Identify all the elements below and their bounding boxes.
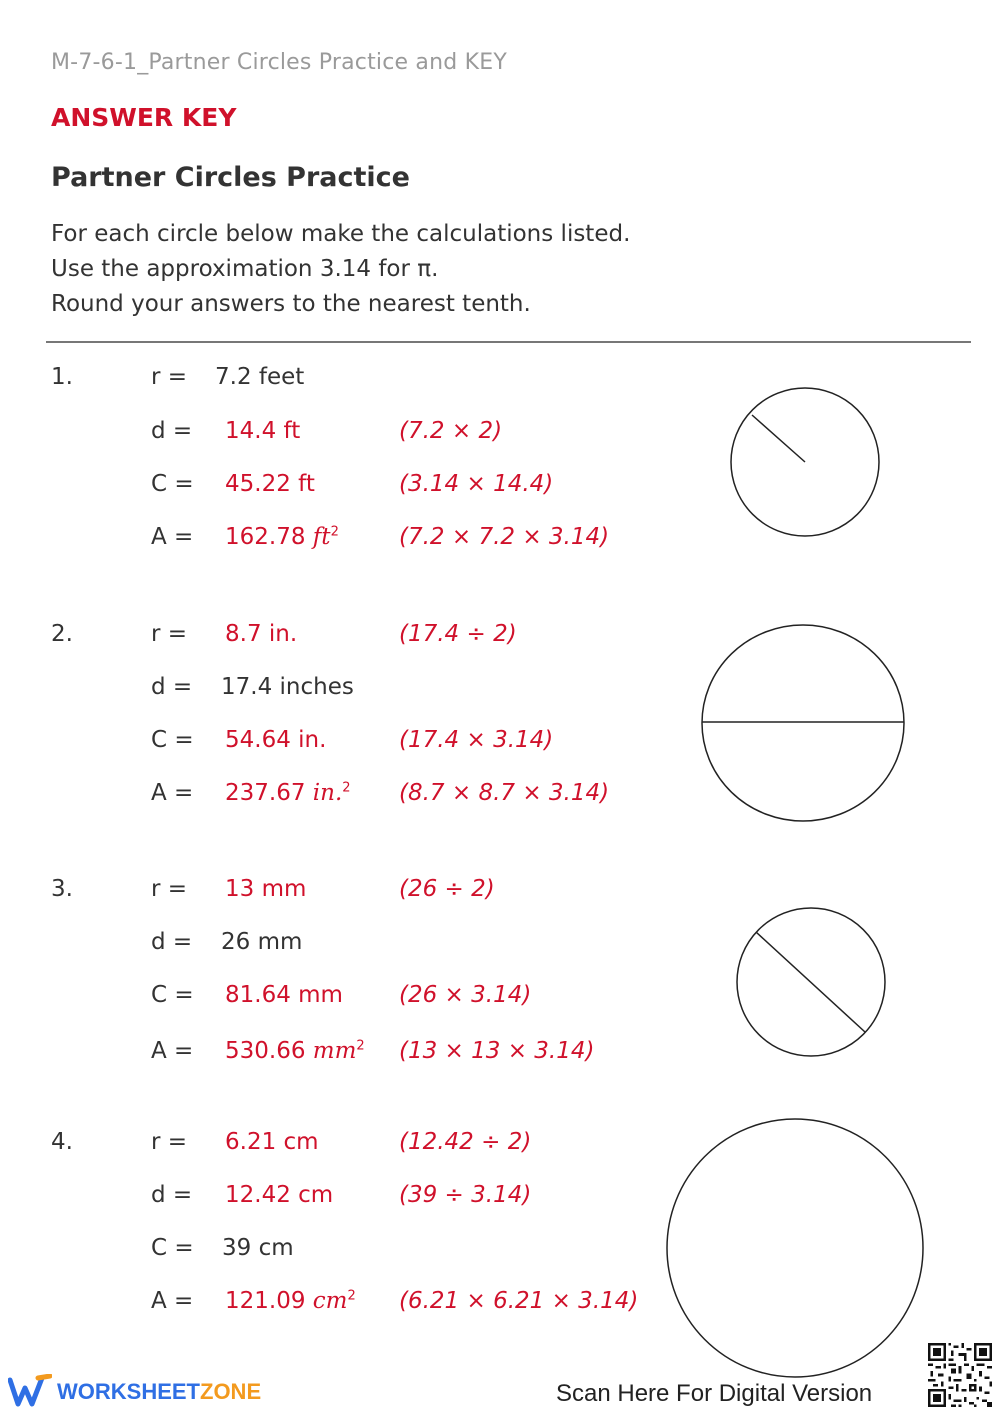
problem-number: 3.	[51, 876, 73, 902]
row-label: r =	[151, 876, 188, 902]
work-shown: (3.14 × 14.4)	[399, 471, 554, 497]
work-shown: (17.4 × 3.14)	[399, 727, 554, 753]
row-label: C =	[151, 982, 194, 1008]
answer-value: 8.7 in.	[225, 621, 298, 647]
divider	[46, 341, 971, 343]
row-label: r =	[151, 1129, 188, 1155]
circle-diagram-plain	[666, 1118, 926, 1380]
answer-value: 14.4 ft	[225, 418, 301, 444]
row-label: C =	[151, 471, 194, 497]
row-label: A =	[151, 1038, 194, 1064]
row-label: d =	[151, 418, 193, 444]
work-shown: (26 ÷ 2)	[399, 876, 495, 902]
problem-number: 1.	[51, 364, 73, 390]
row-label: A =	[151, 524, 194, 550]
given-value: 17.4 inches	[221, 674, 354, 700]
row-label: C =	[151, 727, 194, 753]
work-shown: (7.2 × 7.2 × 3.14)	[399, 524, 610, 550]
problem-number: 2.	[51, 621, 73, 647]
work-shown: (26 × 3.14)	[399, 982, 532, 1008]
area-answer: 237.67 in.$^2$	[225, 780, 351, 806]
row-label: A =	[151, 780, 194, 806]
answer-value: 6.21 cm	[225, 1129, 319, 1155]
row-label: C =	[151, 1235, 194, 1261]
circle-diagram-diameter	[736, 907, 888, 1059]
area-answer: 162.78 $ft^2$	[225, 524, 339, 550]
row-label: r =	[151, 621, 188, 647]
worksheetzone-logo-icon	[8, 1374, 52, 1408]
area-answer: 121.09 $cm^2$	[225, 1288, 356, 1314]
qr-code-icon[interactable]	[928, 1343, 992, 1407]
given-value: 26 mm	[221, 929, 303, 955]
instruction-line: Use the approximation 3.14 for π.	[51, 256, 439, 282]
instruction-line: For each circle below make the calculations listed.	[51, 221, 631, 247]
work-shown: (6.21 × 6.21 × 3.14)	[399, 1288, 639, 1314]
circle-diagram-diameter	[702, 624, 906, 824]
page-title: Partner Circles Practice	[51, 162, 410, 193]
brand-name: WORKSHEETZONE	[57, 1379, 262, 1404]
scan-caption: Scan Here For Digital Version	[556, 1380, 873, 1407]
answer-value: 45.22 ft	[225, 471, 315, 497]
answer-key-heading: ANSWER KEY	[51, 103, 237, 132]
work-shown: (8.7 × 8.7 × 3.14)	[399, 780, 610, 806]
instruction-line: Round your answers to the nearest tenth.	[51, 291, 531, 317]
document-id: M-7-6-1_Partner Circles Practice and KEY	[51, 50, 507, 75]
answer-value: 81.64 mm	[225, 982, 343, 1008]
answer-value: 54.64 in.	[225, 727, 327, 753]
work-shown: (39 ÷ 3.14)	[399, 1182, 532, 1208]
row-label: d =	[151, 929, 193, 955]
given-value: 7.2 feet	[215, 364, 305, 390]
row-label: d =	[151, 674, 193, 700]
row-label: r =	[151, 364, 188, 390]
given-value: 39 cm	[222, 1235, 294, 1261]
problem-number: 4.	[51, 1129, 73, 1155]
answer-value: 13 mm	[225, 876, 307, 902]
row-label: d =	[151, 1182, 193, 1208]
area-answer: 530.66 $mm^2$	[225, 1038, 365, 1064]
row-label: A =	[151, 1288, 194, 1314]
work-shown: (13 × 13 × 3.14)	[399, 1038, 595, 1064]
work-shown: (12.42 ÷ 2)	[399, 1129, 532, 1155]
circle-diagram-radius	[730, 387, 880, 537]
answer-value: 12.42 cm	[225, 1182, 334, 1208]
work-shown: (17.4 ÷ 2)	[399, 621, 517, 647]
work-shown: (7.2 × 2)	[399, 418, 503, 444]
